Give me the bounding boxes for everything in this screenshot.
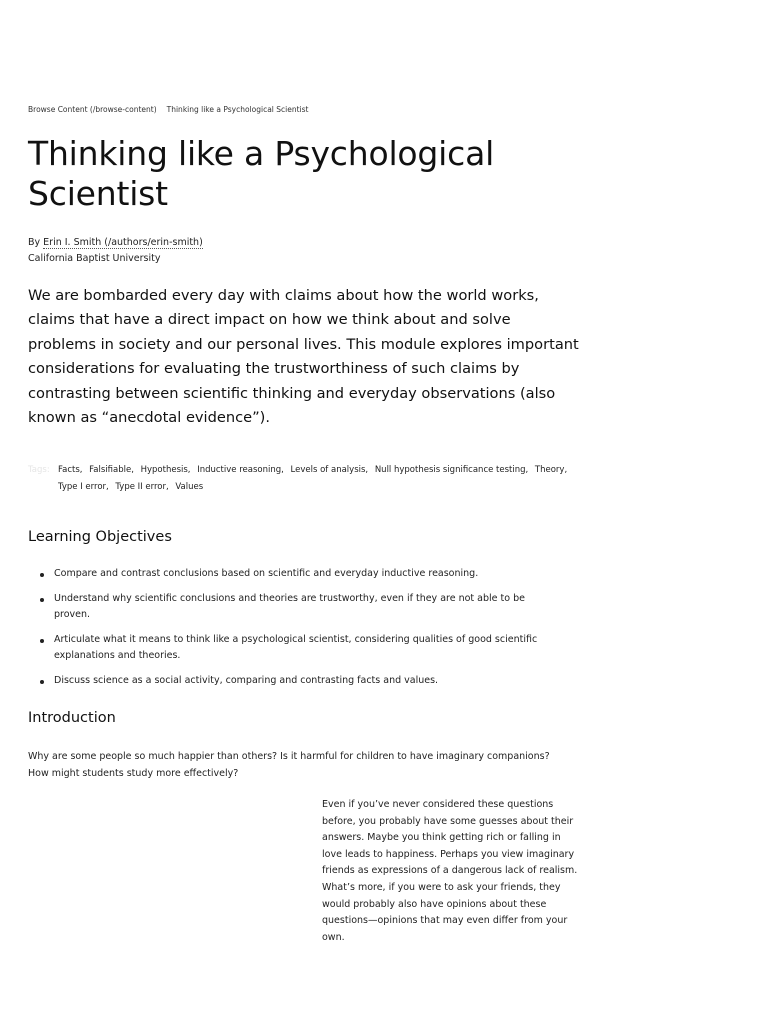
introduction-questions: Why are some people so much happier than others? Is it harmful for children to have imaginary companions? How might students study more effectively? bbox=[28, 751, 550, 779]
learning-objectives-list bbox=[28, 566, 554, 697]
abstract: We are bombarded every day with claims about how the world works, claims that have a direct impact on how we think about and solve problems in society and our personal lives. This module explores important considerations for evaluating the trustworthiness of such claims by contrasting between scientific thinking and everyday observations (also known as “anecdotal evidence”). bbox=[28, 287, 579, 427]
list-item: Articulate what it means to think like a psychological scientist, considering qualities of good scientific explanations and theories. bbox=[54, 632, 554, 665]
author-affiliation: California Baptist University bbox=[28, 253, 161, 264]
tag-item[interactable]: Facts, bbox=[58, 465, 83, 475]
author-line bbox=[28, 235, 203, 251]
tag-item[interactable]: Type II error, bbox=[115, 482, 169, 492]
breadcrumb bbox=[28, 105, 308, 114]
tag-item[interactable]: Null hypothesis significance testing, bbox=[374, 465, 529, 475]
author-link[interactable]: Erin I. Smith (/authors/erin-smith) bbox=[43, 237, 203, 248]
list-item: Understand why scientific conclusions and theories are trustworthy, even if they are not able to be proven. bbox=[54, 591, 554, 624]
tags-list bbox=[28, 462, 588, 496]
tag-item[interactable]: Levels of analysis, bbox=[290, 465, 369, 475]
tag-item[interactable]: Hypothesis, bbox=[140, 465, 191, 475]
tags-section bbox=[28, 462, 588, 496]
tag-item[interactable]: Theory, bbox=[534, 465, 568, 475]
introduction-side-text: Even if you’ve never considered these questions before, you probably have some guesses about their answers. Maybe you think getting rich or falling in love leads to happiness. Perhaps you view imaginary friends as expressions of a dangerous lack of realism. What’s more, if you were to ask your friends, they would probably also have opinions about these questions—opinions that may even differ from your own. bbox=[322, 799, 578, 943]
learning-objectives-heading: Learning Objectives bbox=[28, 529, 172, 545]
tag-item[interactable]: Type I error, bbox=[58, 482, 109, 492]
tags-label: Tags: bbox=[28, 465, 50, 475]
byline bbox=[28, 235, 203, 267]
list-item: Compare and contrast conclusions based on scientific and everyday inductive reasoning. bbox=[54, 566, 554, 583]
breadcrumb-browse-content-link[interactable]: Browse Content (/browse-content) bbox=[28, 105, 157, 114]
page-title: Thinking like a Psychological Scientist bbox=[28, 134, 495, 213]
introduction-heading: Introduction bbox=[28, 710, 116, 726]
tag-item[interactable]: Values bbox=[175, 482, 204, 492]
tag-item[interactable]: Inductive reasoning, bbox=[197, 465, 284, 475]
breadcrumb-current-page: Thinking like a Psychological Scientist bbox=[166, 105, 309, 114]
list-item: Discuss science as a social activity, comparing and contrasting facts and values. bbox=[54, 673, 554, 690]
byline-prefix: By bbox=[28, 237, 44, 248]
tag-item[interactable]: Falsifiable, bbox=[89, 465, 134, 475]
